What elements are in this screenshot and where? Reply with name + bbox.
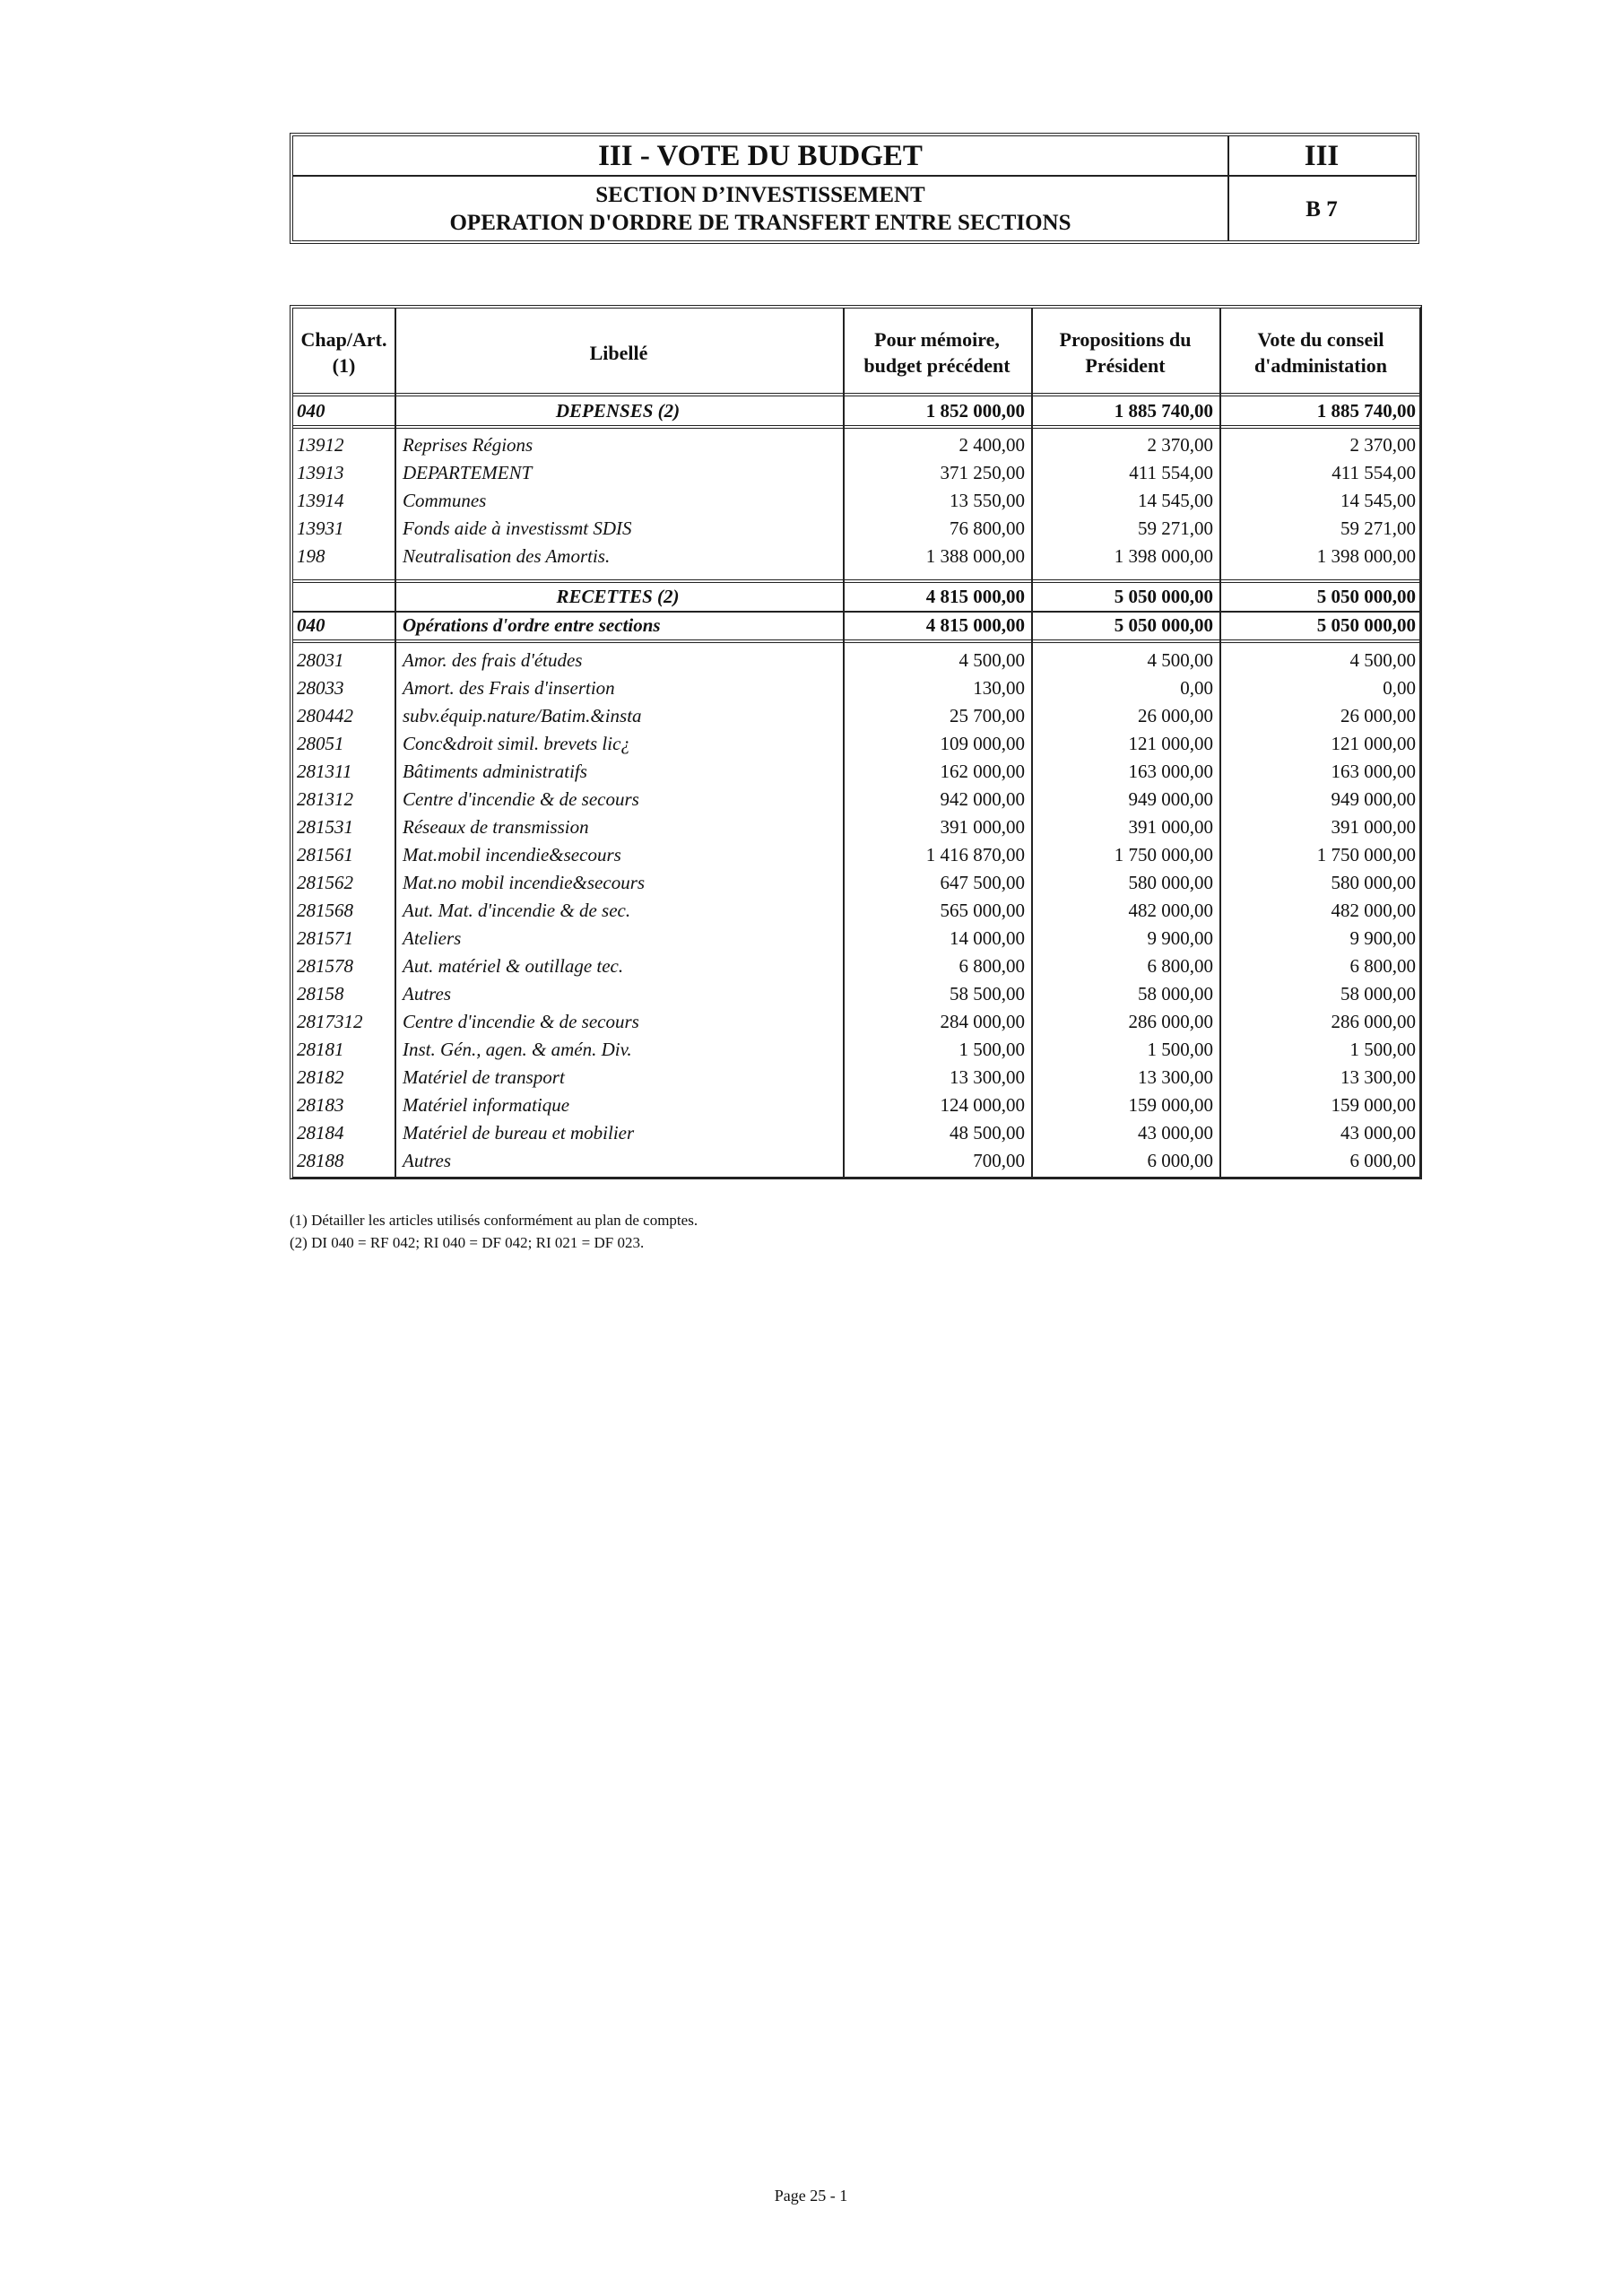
row-label: Fonds aide à investissmt SDIS (403, 517, 632, 539)
row-label: Aut. Mat. d'incendie & de sec. (403, 900, 631, 921)
row-vote: 1 885 740,00 (1316, 400, 1416, 422)
row-label: Centre d'incendie & de secours (403, 788, 639, 810)
recettes-040-row (293, 612, 1419, 639)
row-label: Ateliers (403, 927, 462, 949)
row-code: 281562 (297, 872, 353, 893)
row-prop: 59 271,00 (1138, 517, 1213, 539)
row-vote: 1 500,00 (1349, 1039, 1416, 1060)
row-label: Matériel de bureau et mobilier (403, 1122, 635, 1144)
row-code: 28051 (297, 733, 344, 754)
row-vote: 5 050 000,00 (1316, 586, 1416, 607)
header-vote-line2: d'administation (1254, 354, 1387, 377)
row-memo: 565 000,00 (940, 900, 1025, 921)
table-row (293, 647, 1419, 674)
row-label: Communes (403, 490, 487, 511)
row-vote: 13 300,00 (1340, 1066, 1416, 1088)
row-prop: 580 000,00 (1128, 872, 1213, 893)
table-row (293, 952, 1419, 980)
row-vote: 1 750 000,00 (1316, 844, 1416, 865)
row-code: 040 (297, 400, 325, 422)
row-memo: 2 400,00 (958, 434, 1025, 456)
row-label: Reprises Régions (403, 434, 533, 456)
row-code: 198 (297, 545, 325, 567)
row-code: 281571 (297, 927, 353, 949)
row-prop: 13 300,00 (1138, 1066, 1213, 1088)
row-label: Conc&droit simil. brevets lic¿ (403, 733, 630, 754)
row-memo: 391 000,00 (940, 816, 1025, 838)
table-row (293, 1064, 1419, 1091)
row-label: DEPENSES (2) (555, 400, 681, 422)
subtitle-line-2: OPERATION D'ORDRE DE TRANSFERT ENTRE SECTIONS (449, 211, 1071, 235)
row-memo: 942 000,00 (940, 788, 1025, 810)
row-memo: 1 416 870,00 (925, 844, 1025, 865)
row-prop: 9 900,00 (1147, 927, 1213, 949)
row-code: 040 (297, 614, 325, 636)
row-label: Mat.no mobil incendie&secours (403, 872, 646, 893)
table-row (293, 431, 1419, 459)
header-chap-art (293, 326, 395, 378)
row-memo: 124 000,00 (940, 1094, 1025, 1116)
row-vote: 43 000,00 (1340, 1122, 1416, 1144)
table-row (293, 702, 1419, 730)
row-vote: 9 900,00 (1349, 927, 1416, 949)
row-label: Matériel de transport (403, 1066, 565, 1088)
table-row (293, 1008, 1419, 1036)
row-prop: 121 000,00 (1128, 733, 1213, 754)
row-prop: 6 800,00 (1147, 955, 1213, 977)
row-prop: 1 398 000,00 (1114, 545, 1213, 567)
row-memo: 58 500,00 (950, 983, 1025, 1004)
row-memo: 4 500,00 (958, 649, 1025, 671)
table-row (293, 543, 1419, 570)
row-label: RECETTES (2) (556, 586, 680, 607)
row-prop: 5 050 000,00 (1114, 614, 1213, 636)
row-memo: 25 700,00 (950, 705, 1025, 726)
row-code: 281531 (297, 816, 353, 838)
budget-table (290, 305, 1422, 1179)
row-prop: 482 000,00 (1128, 900, 1213, 921)
page-number: Page 25 - 1 (774, 2187, 848, 2205)
row-vote: 159 000,00 (1331, 1094, 1416, 1116)
page-subtitle (293, 181, 1227, 237)
header-chap-line2: (1) (332, 354, 356, 377)
subtitle-line-1: SECTION D’INVESTISSEMENT (595, 183, 925, 207)
row-code: 13914 (297, 490, 344, 511)
row-prop: 1 750 000,00 (1114, 844, 1213, 865)
row-label: Autres (403, 983, 452, 1004)
row-vote: 163 000,00 (1331, 761, 1416, 782)
row-code: 280442 (297, 705, 353, 726)
row-prop: 163 000,00 (1128, 761, 1213, 782)
header-propositions (1031, 326, 1219, 378)
row-code: 28031 (297, 649, 344, 671)
table-row (293, 487, 1419, 515)
recettes-rule-bottom (293, 639, 1419, 643)
header-memo (843, 326, 1031, 378)
row-vote: 58 000,00 (1340, 983, 1416, 1004)
row-code: 13912 (297, 434, 344, 456)
table-row (293, 813, 1419, 841)
row-memo: 371 250,00 (940, 462, 1025, 483)
table-row (293, 674, 1419, 702)
row-prop: 26 000,00 (1138, 705, 1213, 726)
row-prop: 1 500,00 (1147, 1039, 1213, 1060)
row-prop: 58 000,00 (1138, 983, 1213, 1004)
row-label: DEPARTEMENT (403, 462, 533, 483)
row-vote: 14 545,00 (1340, 490, 1416, 511)
depenses-rule (293, 425, 1419, 429)
row-label: Inst. Gén., agen. & amén. Div. (403, 1039, 632, 1060)
header-prop-line1: Propositions du (1059, 328, 1192, 351)
header-divider-horizontal (293, 175, 1416, 177)
row-prop: 391 000,00 (1128, 816, 1213, 838)
footnotes (290, 1209, 698, 1254)
row-memo: 4 815 000,00 (925, 614, 1025, 636)
row-vote: 6 800,00 (1349, 955, 1416, 977)
table-row (293, 1147, 1419, 1175)
row-memo: 700,00 (973, 1150, 1025, 1171)
header-rule (293, 393, 1419, 396)
row-memo: 130,00 (973, 677, 1025, 699)
row-label: Neutralisation des Amortis. (403, 545, 611, 567)
annex-code: B 7 (1305, 197, 1338, 222)
row-prop: 14 545,00 (1138, 490, 1213, 511)
row-memo: 4 815 000,00 (925, 586, 1025, 607)
row-code: 281311 (297, 761, 352, 782)
table-row (293, 869, 1419, 897)
table-row (293, 459, 1419, 487)
table-row (293, 841, 1419, 869)
footnote-2: (2) DI 040 = RF 042; RI 040 = DF 042; RI 021 = DF 023. (290, 1234, 645, 1251)
row-vote: 580 000,00 (1331, 872, 1416, 893)
row-prop: 4 500,00 (1147, 649, 1213, 671)
row-code: 281561 (297, 844, 353, 865)
header-vote-line1: Vote du conseil (1257, 328, 1384, 351)
row-code: 2817312 (297, 1011, 363, 1032)
row-vote: 26 000,00 (1340, 705, 1416, 726)
row-code: 13931 (297, 517, 344, 539)
row-memo: 1 500,00 (958, 1039, 1025, 1060)
row-code: 13913 (297, 462, 344, 483)
table-row (293, 980, 1419, 1008)
footnote-1: (1) Détailler les articles utilisés conformément au plan de comptes. (290, 1212, 698, 1229)
header-chap-line1: Chap/Art. (300, 328, 387, 351)
row-label: Centre d'incendie & de secours (403, 1011, 639, 1032)
header-memo-line1: Pour mémoire, (874, 328, 1000, 351)
row-label: Opérations d'ordre entre sections (403, 614, 661, 636)
table-row (293, 1091, 1419, 1119)
row-vote: 1 398 000,00 (1316, 545, 1416, 567)
row-prop: 2 370,00 (1147, 434, 1213, 456)
row-prop: 43 000,00 (1138, 1122, 1213, 1144)
row-code: 28033 (297, 677, 344, 699)
table-row (293, 730, 1419, 758)
row-memo: 647 500,00 (940, 872, 1025, 893)
row-code: 28158 (297, 983, 344, 1004)
row-vote: 121 000,00 (1331, 733, 1416, 754)
row-label: Aut. matériel & outillage tec. (403, 955, 624, 977)
row-code: 281568 (297, 900, 353, 921)
row-code: 281312 (297, 788, 353, 810)
row-vote: 482 000,00 (1331, 900, 1416, 921)
row-code: 28184 (297, 1122, 344, 1144)
depenses-total-row (293, 397, 1419, 425)
row-code: 28183 (297, 1094, 344, 1116)
header-libelle: Libellé (589, 342, 648, 364)
recettes-total-row (293, 583, 1419, 611)
row-label: Mat.mobil incendie&secours (403, 844, 621, 865)
row-prop: 159 000,00 (1128, 1094, 1213, 1116)
row-vote: 2 370,00 (1349, 434, 1416, 456)
table-row (293, 1036, 1419, 1064)
row-prop: 286 000,00 (1128, 1011, 1213, 1032)
table-row (293, 925, 1419, 952)
row-code: 28188 (297, 1150, 344, 1171)
row-code: 28182 (297, 1066, 344, 1088)
row-code: 281578 (297, 955, 353, 977)
table-row (293, 1119, 1419, 1147)
row-vote: 5 050 000,00 (1316, 614, 1416, 636)
section-code: III (1304, 140, 1340, 172)
row-memo: 6 800,00 (958, 955, 1025, 977)
row-memo: 13 550,00 (950, 490, 1025, 511)
row-label: Autres (403, 1150, 452, 1171)
row-label: Réseaux de transmission (403, 816, 589, 838)
row-code: 28181 (297, 1039, 344, 1060)
row-vote: 286 000,00 (1331, 1011, 1416, 1032)
table-row (293, 897, 1419, 925)
row-label: subv.équip.nature/Batim.&insta (403, 705, 642, 726)
row-vote: 6 000,00 (1349, 1150, 1416, 1171)
row-memo: 109 000,00 (940, 733, 1025, 754)
table-row (293, 786, 1419, 813)
row-prop: 411 554,00 (1129, 462, 1213, 483)
row-memo: 76 800,00 (950, 517, 1025, 539)
row-prop: 1 885 740,00 (1114, 400, 1213, 422)
row-prop: 949 000,00 (1128, 788, 1213, 810)
row-memo: 1 388 000,00 (925, 545, 1025, 567)
row-memo: 284 000,00 (940, 1011, 1025, 1032)
header-memo-line2: budget précédent (863, 354, 1010, 377)
row-memo: 13 300,00 (950, 1066, 1025, 1088)
table-row (293, 758, 1419, 786)
row-vote: 0,00 (1383, 677, 1416, 699)
header-prop-line2: Président (1085, 354, 1166, 377)
header-vote (1219, 326, 1422, 378)
row-memo: 162 000,00 (940, 761, 1025, 782)
row-memo: 48 500,00 (950, 1122, 1025, 1144)
row-vote: 391 000,00 (1331, 816, 1416, 838)
header-box (290, 133, 1419, 244)
row-label: Amort. des Frais d'insertion (403, 677, 615, 699)
row-memo: 14 000,00 (950, 927, 1025, 949)
page-title: III - VOTE DU BUDGET (598, 140, 923, 172)
row-vote: 949 000,00 (1331, 788, 1416, 810)
row-label: Matériel informatique (403, 1094, 570, 1116)
row-prop: 5 050 000,00 (1114, 586, 1213, 607)
row-prop: 0,00 (1180, 677, 1213, 699)
row-vote: 4 500,00 (1349, 649, 1416, 671)
row-vote: 411 554,00 (1331, 462, 1416, 483)
row-memo: 1 852 000,00 (925, 400, 1025, 422)
table-row (293, 515, 1419, 543)
row-label: Bâtiments administratifs (403, 761, 587, 782)
row-prop: 6 000,00 (1147, 1150, 1213, 1171)
row-vote: 59 271,00 (1340, 517, 1416, 539)
row-label: Amor. des frais d'études (403, 649, 583, 671)
